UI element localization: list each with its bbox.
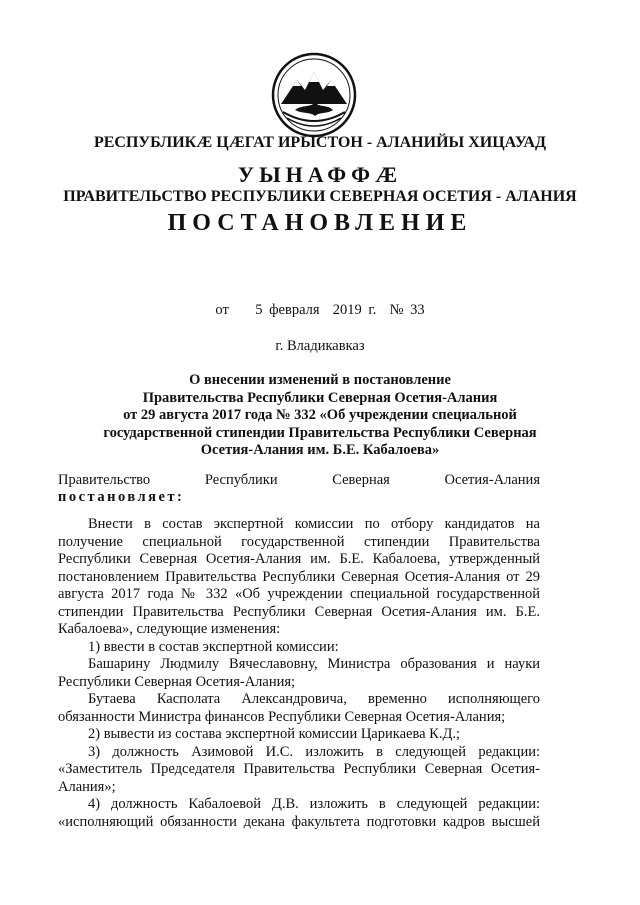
body-paragraph: Внести в состав экспертной комиссии по отбору кандидатов на получение специальной государственной стипендии Правительства Республики Северная Осетия-Алания им. Б.Е. Кабалоева, утвержденный постановлением Правительства Республики Северная Осетия-Алания от 29 августа 2017 года № 332 «Об учреждении специальной государственной стипендии Правительства Республики Северная Осетия-Алания им. Б.Е. Кабалоева», следующие изменения:: [58, 516, 540, 637]
body-paragraph: 3) должность Азимовой И.С. изложить в следующей редакции: «Заместитель Председателя Правительства Республики Северная Осетия-Алания»;: [58, 743, 540, 795]
title-line: от 29 августа 2017 года № 332 «Об учреждении специальной: [123, 407, 517, 423]
title-line: О внесении изменений в постановление: [189, 372, 451, 388]
document-type-russian: ПОСТАНОВЛЕНИЕ: [167, 210, 473, 236]
decree-title: [70, 372, 570, 460]
body-paragraph: 1) ввести в состав экспертной комиссии:: [88, 638, 339, 655]
postanovlyaet-word: постановляет:: [58, 489, 185, 505]
document-type-ossetian: УЫНАФФӔ: [237, 162, 403, 187]
body-paragraph: Башарину Людмилу Вячеславовну, Министра образования и науки Республики Северная Осетия-Алания;: [58, 656, 540, 690]
decree-city: г. Владикавказ: [275, 338, 365, 354]
body-paragraph: 2) вывести из состава экспертной комиссии Царикаева К.Д.;: [88, 726, 461, 742]
preamble: Правительство Республики Северная Осетия-Алания: [58, 472, 540, 488]
republic-name-russian: ПРАВИТЕЛЬСТВО РЕСПУБЛИКИ СЕВЕРНАЯ ОСЕТИЯ - АЛАНИЯ: [63, 188, 577, 205]
decree-body: [58, 516, 540, 831]
title-line: государственной стипендии Правительства Республики Северная: [103, 424, 537, 441]
coat-of-arms-emblem: [271, 52, 357, 138]
body-paragraph: Бутаева Касполата Александровича, временно исполняющего обязанности Министра финансов Республики Северная Осетия-Алания;: [58, 691, 540, 725]
body-paragraph: 4) должность Кабалоевой Д.В. изложить в следующей редакции: «исполняющий обязанности декана факультета подготовки кадров высшей: [58, 796, 540, 830]
republic-name-ossetian: РЕСПУБЛИКӔ ЦӔГАТ ИРЫСТОН - АЛАНИЙЫ ХИЦАУАД: [93, 134, 547, 151]
title-line: Правительства Республики Северная Осетия-Алания: [142, 389, 498, 406]
decree-date-number: от 5 февраля 2019 г. № 33: [215, 302, 425, 318]
title-line: Осетия-Алания им. Б.Е. Кабалоева»: [200, 442, 440, 458]
